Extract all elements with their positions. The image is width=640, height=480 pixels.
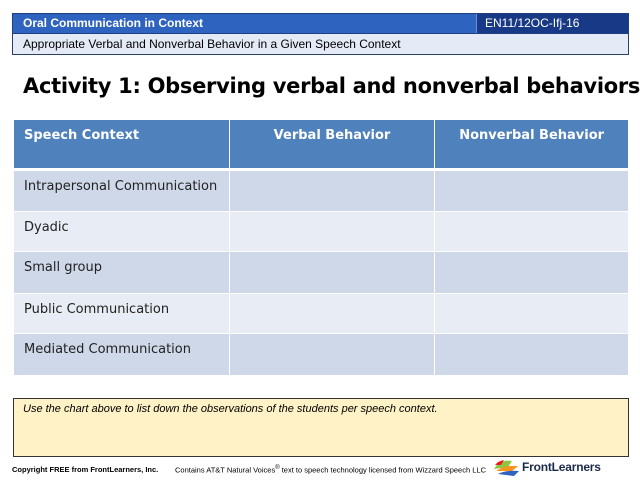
speech-context-cell: Dyadic — [14, 212, 230, 252]
speech-context-cell: Small group — [14, 252, 230, 294]
footer-att-notice — [175, 465, 486, 475]
nonverbal-behavior-cell — [435, 212, 629, 252]
header-verbal-behavior: Verbal Behavior — [229, 120, 435, 170]
registered-mark: ® — [275, 465, 280, 471]
course-title: Oral Communication in Context — [23, 16, 204, 30]
frontlearners-logo — [492, 457, 634, 479]
lesson-subtitle: Appropriate Verbal and Nonverbal Behavior in a Given Speech Context — [12, 34, 629, 55]
table-row — [14, 252, 629, 294]
speech-context-cell: Mediated Communication — [14, 334, 230, 376]
header-speech-context: Speech Context — [14, 120, 230, 170]
verbal-behavior-cell — [229, 294, 435, 334]
frontlearners-logo-text: FrontLearners — [522, 460, 601, 474]
verbal-behavior-cell — [229, 252, 435, 294]
speech-context-cell: Public Communication — [14, 294, 230, 334]
header-bar — [12, 13, 629, 34]
verbal-behavior-cell — [229, 334, 435, 376]
table-row — [14, 170, 629, 212]
nonverbal-behavior-cell — [435, 252, 629, 294]
nonverbal-behavior-cell — [435, 334, 629, 376]
observation-table — [13, 119, 629, 376]
verbal-behavior-cell — [229, 212, 435, 252]
table-header-row — [14, 120, 629, 170]
activity-title: Activity 1: Observing verbal and nonverbal behaviors — [23, 74, 640, 98]
header-nonverbal-behavior: Nonverbal Behavior — [435, 120, 629, 170]
table-row — [14, 294, 629, 334]
verbal-behavior-cell — [229, 170, 435, 212]
lesson-code: EN11/12OC-Ifj-16 — [476, 14, 628, 33]
table-row — [14, 334, 629, 376]
footer-copyright: Copyright FREE from FrontLearners, Inc. — [12, 465, 159, 474]
table-row — [14, 212, 629, 252]
nonverbal-behavior-cell — [435, 170, 629, 212]
instruction-note: Use the chart above to list down the observations of the students per speech context. — [13, 398, 629, 457]
att-notice-suffix: text to speech technology licensed from Wizzard Speech LLC — [279, 465, 486, 475]
att-notice-prefix: Contains AT&T Natural Voices — [175, 465, 276, 475]
speech-context-cell: Intrapersonal Communication — [14, 170, 230, 212]
frontlearners-logo-icon — [492, 457, 520, 479]
nonverbal-behavior-cell — [435, 294, 629, 334]
